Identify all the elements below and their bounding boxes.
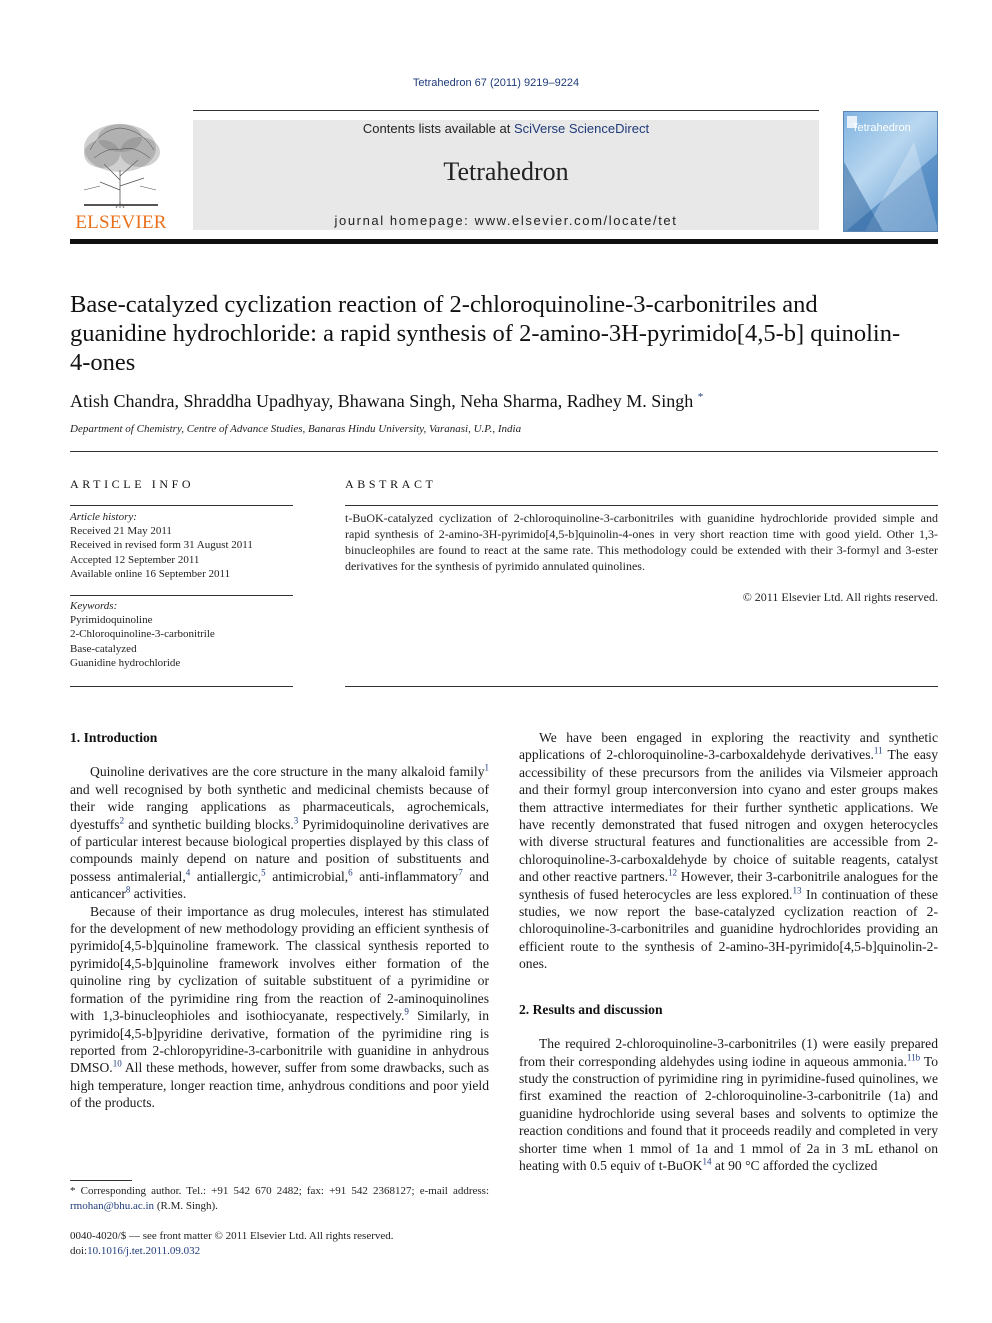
paragraph-text: The easy accessibility of these precursors from the anilides via Vilsmeier approach and their formyl group interconversion into cyano and ester groups makes them attractive intermediates for their further synthetic applications. We have recently demonstrated that fused nitrogen and oxygen heterocycles with diverse structural features and functionalities are accessible from 2-chloroquinoline-3-carboxaldehyde by choice of suitable reagents, catalyst and other reactive partners. (519, 747, 938, 885)
elsevier-wordmark: ELSEVIER (75, 212, 167, 233)
abstract-copyright: © 2011 Elsevier Ltd. All rights reserved. (742, 590, 938, 604)
issn-line: 0040-4020/$ — see front matter © 2011 Elsevier Ltd. All rights reserved. (70, 1230, 394, 1242)
citation-link[interactable]: 7 (458, 867, 463, 878)
history-label: Article history: (70, 511, 137, 523)
citation-link[interactable]: 3 (293, 815, 299, 826)
section-heading-results: 2. Results and discussion (519, 1001, 663, 1017)
citation-link[interactable]: 5 (261, 867, 266, 878)
paragraph-text: We have been engaged in exploring the reactivity and synthetic applications of 2-chloroquinoline-3-carboxaldehyde derivatives. (519, 730, 938, 763)
keyword-item: Pyrimidoquinoline (70, 614, 153, 627)
paragraph (70, 903, 489, 1112)
info-rule (70, 686, 293, 687)
paragraph-text: antimicrobial, (265, 868, 349, 884)
citation-link[interactable]: 14 (702, 1156, 712, 1167)
corresponding-author-mark[interactable]: * (697, 391, 704, 403)
citation-link[interactable]: 11b (906, 1051, 921, 1062)
contents-line (193, 121, 819, 136)
citation-link[interactable]: 12 (668, 867, 678, 878)
footnote-rule (70, 1180, 132, 1181)
citation-link[interactable]: 1 (484, 762, 489, 773)
section-heading-introduction: 1. Introduction (70, 730, 158, 745)
body-column-left (70, 729, 489, 1112)
paragraph (70, 763, 489, 902)
abstract-rule (345, 505, 938, 506)
paragraph-text: Because of their importance as drug molecules, interest has stimulated for the development of new methodology providing an efficient synthesis of pyrimido[4,5-b]quinoline framework. The classical synthesis reported to pyrimido[4,5-b]quinoline framework involves either formation of the quinoline ring by cyclization of suitable substituent of a pyrimidine or formation of the pyrimidine ring from the reaction of 2-aminoquinolines with 1,3-binucleophioles and isothiocyanate, respectively. (70, 903, 489, 1024)
issn-doi-block (70, 1229, 489, 1258)
doi-line (70, 1244, 489, 1259)
abstract-text: t-BuOK-catalyzed cyclization of 2-chloroquinoline-3-carbonitriles with guanidine hydrochloride provided simple and rapid synthesis of 2-amino-3H-pyrimido[4,5-b]quinolin-4-ones in very short reaction time with good yield. Other 1,3-binucleophiles are found to react at the same rate. This methodology could be extended with their 3-formyl and 3-ester derivatives for the synthesis of pyrimido annulated quinolines. (345, 511, 938, 573)
citation-link[interactable]: 13 (792, 885, 802, 896)
citation-link[interactable]: 2 (119, 815, 125, 826)
cover-title: Tetrahedron (852, 122, 911, 134)
citation-link[interactable]: 11 (873, 745, 883, 756)
affiliation-rule (70, 451, 938, 452)
keywords-label: Keywords: (70, 600, 118, 612)
paragraph (519, 729, 938, 973)
article-info-heading: ARTICLE INFO (70, 477, 195, 491)
sciencedirect-link[interactable]: SciVerse ScienceDirect (513, 121, 650, 136)
journal-name: Tetrahedron (443, 157, 569, 186)
paragraph-text: and well recognised by both synthetic and medicinal chemists because of their wide ranging applications as pharmaceuticals, agrochemicals, dyestuffs (70, 781, 489, 832)
paragraph-text: All these methods, however, suffer from some drawbacks, such as high temperature, longer reaction time, anhydrous conditions and poor yield of the products. (70, 1060, 489, 1111)
affiliation: Department of Chemistry, Centre of Advance Studies, Banaras Hindu University, Varanasi, U.P., India (70, 423, 522, 435)
paragraph-text: However, their 3-carbonitrile analogues for the synthesis of fused heterocycles are less explored. (519, 869, 938, 902)
citation-link[interactable]: 10 (112, 1058, 122, 1069)
history-item: Available online 16 September 2011 (70, 567, 231, 580)
keyword-item: 2-Chloroquinoline-3-carbonitrile (70, 628, 215, 641)
paragraph-text: In continuation of these studies, we now report the base-catalyzed cyclization reaction of 2-chloroquinoline-3-carbonitriles and guanidine hydrochlorides providing an efficient route to the synthesis of 2-amino-3H-pyrimido[4,5-b]quinolin-2-ones. (519, 886, 938, 972)
paragraph-text: at 90 °C afforded the cyclized (711, 1157, 878, 1173)
history-item: Received in revised form 31 August 2011 (70, 539, 253, 552)
article-history (70, 510, 293, 581)
paragraph-text: antiallergic, (190, 868, 262, 884)
article-title: Base-catalyzed cyclization reaction of 2-chloroquinoline-3-carbonitriles and guanidine hydrochloride: a rapid synthesis of 2-amino-3H-pyrimido[4,5-b] quinolin-4-ones (70, 291, 901, 376)
contents-prefix: Contents lists available at (362, 121, 514, 136)
header-top-rule (193, 110, 819, 111)
keyword-item: Guanidine hydrochloride (70, 656, 181, 669)
authors-text: Atish Chandra, Shraddha Upadhyay, Bhawana Singh, Neha Sharma, Radhey M. Singh (70, 391, 694, 411)
keyword-item: Base-catalyzed (70, 642, 137, 655)
paragraph-text: activities. (130, 886, 187, 902)
author-list (70, 391, 930, 412)
paragraph-text: Pyrimidoquinoline derivatives are of particular interest because biological properties displayed by this class of compounds mainly depend on nature and position of substituents and possess antimalerial, (70, 816, 489, 884)
paragraph-text: Quinoline derivatives are the core structure in the many alkaloid family (90, 764, 485, 780)
journal-homepage-link[interactable]: journal homepage: www.elsevier.com/locate/tet (334, 213, 678, 228)
paragraph-text: The required 2-chloroquinoline-3-carbonitriles (1) were easily prepared from their corresponding aldehydes using iodine in aqueous ammonia. (519, 1036, 938, 1069)
footnote-suffix: (R.M. Singh). (154, 1199, 218, 1212)
doi-label: doi: (70, 1244, 88, 1257)
footnote-text: * Corresponding author. Tel.: +91 542 670 2482; fax: +91 542 2368127; e-mail address: (70, 1185, 489, 1197)
paragraph (519, 1035, 938, 1174)
header-thick-rule (70, 239, 938, 244)
paragraph-text: and synthetic building blocks. (124, 816, 294, 832)
info-rule (70, 595, 293, 596)
journal-citation[interactable]: Tetrahedron 67 (2011) 9219–9224 (412, 77, 580, 89)
body-column-right (519, 729, 938, 1174)
paragraph-text: To study the construction of pyrimidine ring in pyrimidine-fused quinolines, we first examined the reaction of 2-chloroquinoline-3-carbonitrile (1a) and guanidine hydrochloride using several bases and solvents to optimize the reaction conditions and found that it proceeds readily and completed in very shorter time when 1 mmol of 1a and 1 mmol of 2a in 3 mL ethanol on heating with 0.5 equiv of t-BuOK (519, 1053, 938, 1173)
corresponding-author-footnote (70, 1184, 489, 1213)
paragraph-text: Similarly, in pyrimido[4,5-b]pyridine derivative, formation of the pyrimidine ring is reported from 2-chloropyridine-3-carbonitrile with guanidine in anhydrous DMSO. (70, 1008, 489, 1076)
history-item: Accepted 12 September 2011 (70, 553, 200, 566)
abstract-rule (345, 686, 938, 687)
doi-link[interactable]: 10.1016/j.tet.2011.09.032 (87, 1244, 201, 1257)
paragraph-text: and anticancer (70, 868, 489, 902)
history-item: Received 21 May 2011 (70, 525, 172, 538)
tree-icon (70, 120, 172, 212)
keywords (70, 599, 293, 670)
info-rule (70, 505, 293, 506)
citation-link[interactable]: 8 (125, 884, 131, 895)
journal-cover-image (843, 111, 938, 232)
paragraph-text: anti-inflammatory (352, 868, 459, 884)
citation-link[interactable]: 9 (404, 1006, 409, 1017)
email-link[interactable]: rmohan@bhu.ac.in (70, 1199, 155, 1212)
abstract-heading: ABSTRACT (345, 477, 437, 491)
citation-link[interactable]: 6 (348, 867, 353, 878)
citation-link[interactable]: 4 (185, 867, 191, 878)
